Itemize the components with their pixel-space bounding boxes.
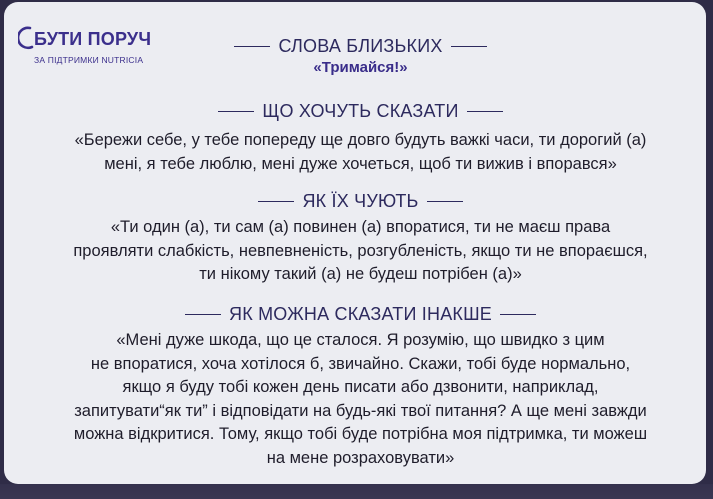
- heading-dash-left: [258, 201, 294, 203]
- paragraph-line: проявляти слабкість, невпевненість, розгубленість, якщо ти не впораєшся,: [73, 241, 648, 260]
- heading-dash-left: [185, 314, 221, 316]
- heading-dash-right: [467, 111, 503, 113]
- card-title: [4, 36, 713, 57]
- paragraph-line: якщо я буду тобі кожен день писати або дзвонити, наприклад,: [122, 378, 599, 396]
- section-heading-text: ЯК МОЖНА СКАЗАТИ ІНАКШЕ: [229, 304, 492, 324]
- paragraph-line: «Бережи себе, у тебе попереду ще довго будуть важкі часи, ти дорогий (а): [74, 131, 647, 149]
- card-title-text: СЛОВА БЛИЗЬКИХ: [278, 36, 443, 56]
- heading-dash-left: [234, 46, 270, 48]
- section-paragraph: [4, 129, 713, 176]
- paragraph-line: запитувати“як ти” і відповідати на будь-які твої питання? А ще мені завжди: [74, 401, 647, 420]
- section-heading: [4, 304, 713, 325]
- section-paragraph: [4, 216, 713, 287]
- paragraph-line: «Мені дуже шкода, що це сталося. Я розумію, що швидко з цим: [116, 331, 605, 349]
- section-heading-text: ЯК ЇХ ЧУЮТЬ: [302, 191, 419, 211]
- section-paragraph: [4, 329, 713, 470]
- heading-dash-right: [427, 201, 463, 203]
- logo-subtitle: ЗА ПІДТРИМКИ NUTRICIA: [34, 55, 144, 65]
- section-heading: [4, 101, 713, 122]
- logo-title: БУТИ ПОРУЧ: [34, 29, 152, 49]
- paragraph-line: мені, я тебе люблю, мені дуже хочеться, щоб ти вижив і впорався»: [104, 154, 617, 173]
- paragraph-line: можна відкритися. Тому, якщо тобі буде потрібна моя підтримка, ти можеш: [73, 425, 648, 443]
- paragraph-line: «Ти один (а), ти сам (а) повинен (а) впоратися, ти не маєш права: [110, 218, 611, 236]
- heading-dash-right: [500, 314, 536, 316]
- paragraph-line: ти нікому такий (а) не будеш потрібен (а)»: [199, 265, 522, 283]
- paragraph-line: на мене розраховувати»: [266, 448, 455, 467]
- heading-dash-left: [218, 111, 254, 113]
- heading-dash-right: [451, 46, 487, 48]
- section-heading: [4, 191, 713, 212]
- card-subtitle: «Тримайся!»: [313, 59, 408, 76]
- background-edge: [0, 484, 713, 499]
- info-card: [4, 2, 706, 484]
- paragraph-line: не впоратися, хоча хотілося б, звичайно. Скажи, тобі буде нормально,: [90, 354, 631, 373]
- section-heading-text: ЩО ХОЧУТЬ СКАЗАТИ: [262, 101, 459, 121]
